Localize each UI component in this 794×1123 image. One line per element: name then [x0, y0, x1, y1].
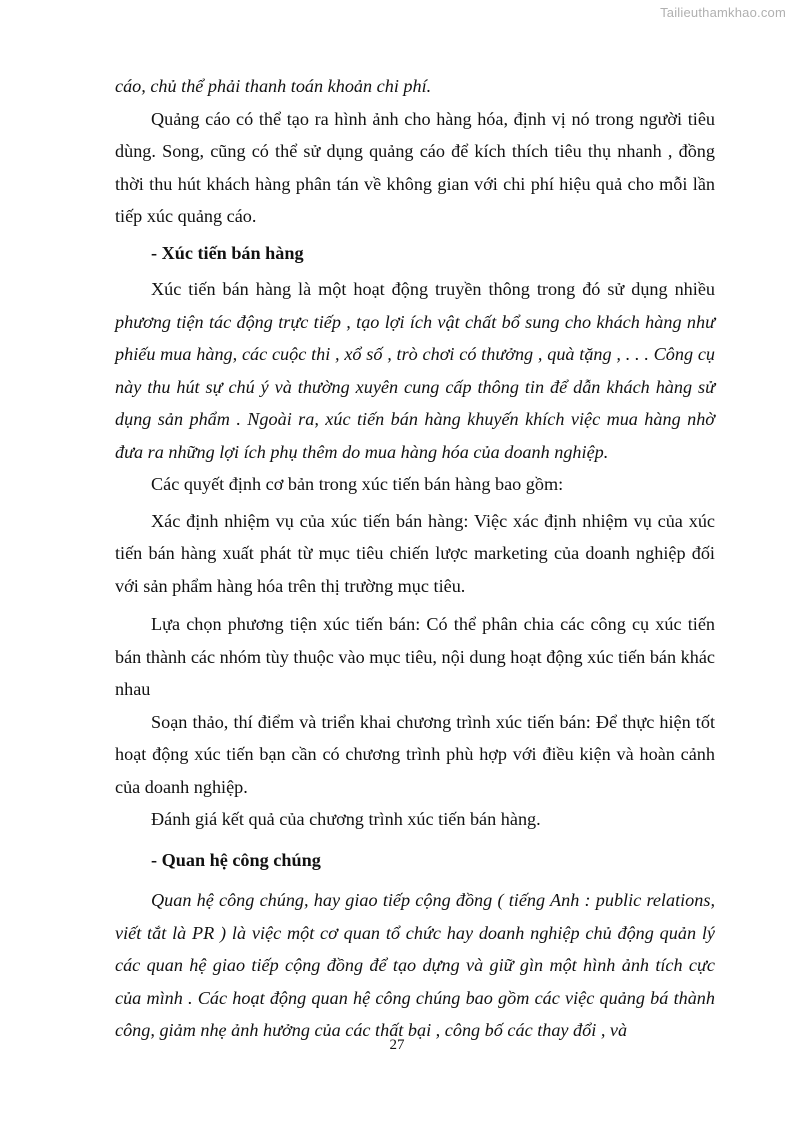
page-number: 27: [389, 1037, 405, 1053]
sales-promotion-intro: Xúc tiến bán hàng là một hoạt động truyền thông trong đó sử dụng nhiều: [151, 279, 715, 299]
paragraph-evaluation: Đánh giá kết quả của chương trình xúc tiến bán hàng.: [151, 809, 541, 829]
sales-promotion-italic: phương tiện tác động trực tiếp , tạo lợi ích vật chất bổ sung cho khách hàng như phiếu mua hàng, các cuộc thi , xổ số , trò chơi có thưởng , quà tặng , . . . Công cụ này thu hút sự chú ý và thường xuyên cung cấp thông tin để dẫn khách hàng sử dụng sản phẩm . Ngoài ra, xúc tiến bán hàng khuyến khích việc mua hàng nhờ đưa ra những lợi ích phụ thêm do mua hàng hóa của doanh nghiệp.: [115, 311, 715, 462]
paragraph-sales-promotion: [115, 273, 715, 468]
paragraph-program: Soạn thảo, thí điểm và triển khai chương trình xúc tiến bán: Để thực hiện tốt hoạt động xúc tiến bạn cần có chương trình phù hợp với điều kiện và hoàn cảnh của doanh nghiệp.: [115, 711, 715, 797]
paragraph-advertising: Quảng cáo có thể tạo ra hình ảnh cho hàng hóa, định vị nó trong người tiêu dùng. Song, cũng có thể sử dụng quảng cáo để kích thích tiêu thụ nhanh , đồng thời thu hút khách hàng phân tán về không gian với chi phí hiệu quả cho mỗi lần tiếp xúc quảng cáo.: [115, 108, 715, 226]
paragraph-decisions: Các quyết định cơ bản trong xúc tiến bán hàng bao gồm:: [151, 474, 564, 494]
paragraph-tasks: Xác định nhiệm vụ của xúc tiến bán hàng: Việc xác định nhiệm vụ của xúc tiến bán hàng xuất phát từ mục tiêu chiến lược marketing của doanh nghiệp đối với sản phẩm hàng hóa trên thị trường mục tiêu.: [115, 510, 715, 596]
heading-sales-promotion: - Xúc tiến bán hàng: [151, 242, 304, 263]
paragraph-tools: Lựa chọn phương tiện xúc tiến bán: Có thể phân chia các công cụ xúc tiến bán thành các nhóm tùy thuộc vào mục tiêu, nội dung hoạt động xúc tiến bán khác nhau: [115, 614, 715, 699]
watermark: Tailieuthamkhao.com: [660, 5, 786, 20]
paragraph-continuation: cáo, chủ thể phải thanh toán khoản chi phí.: [115, 76, 432, 96]
page-body: [115, 70, 715, 1047]
paragraph-public-relations: Quan hệ công chúng, hay giao tiếp cộng đồng ( tiếng Anh : public relations, viết tắt là PR ) là việc một cơ quan tổ chức hay doanh nghiệp chủ động quản lý các quan hệ giao tiếp cộng đồng để tạo dựng và giữ gìn một hình ảnh tích cực của mình . Các hoạt động quan hệ công chúng bao gồm các việc quảng bá thành công, giảm nhẹ ảnh hưởng của các thất bại , công bố các thay đổi , và: [115, 890, 715, 1040]
heading-public-relations: - Quan hệ công chúng: [151, 849, 321, 870]
